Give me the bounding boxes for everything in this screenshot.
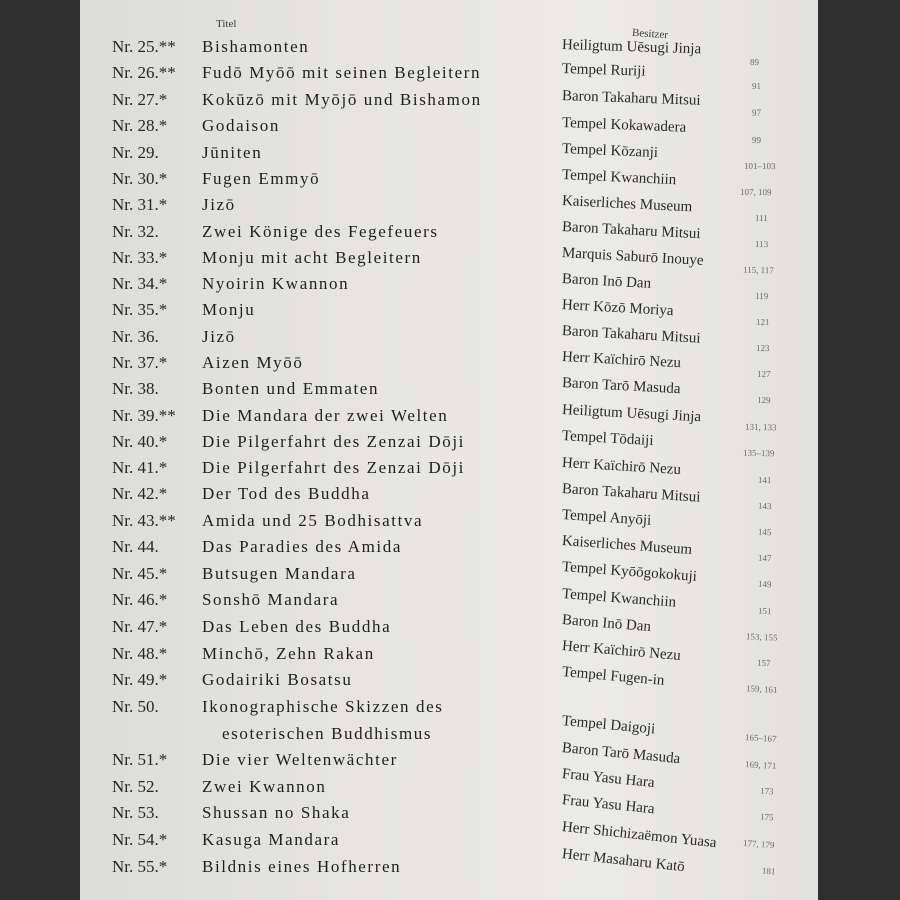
- list-item: [80, 90, 818, 116]
- page-reference: 141: [757, 474, 772, 486]
- list-item: [80, 664, 818, 696]
- page-reference: 119: [754, 290, 769, 302]
- plate-number: Nr. 49.*: [112, 670, 168, 689]
- plate-number: Nr. 31.*: [112, 195, 168, 214]
- plate-title: Minchō, Zehn Rakan: [202, 644, 375, 663]
- page-reference: 143: [757, 500, 772, 512]
- plate-number: Nr. 33.*: [112, 248, 168, 267]
- page-reference: 101–103: [743, 160, 776, 172]
- owner-name: Frau Yasu Hara: [561, 766, 656, 792]
- owner-name: Baron Tarō Masuda: [561, 375, 681, 398]
- owner-name: Baron Takaharu Mitsui: [561, 88, 701, 109]
- list-item: [80, 697, 818, 744]
- plate-title: Kasuga Mandara: [202, 830, 341, 849]
- list-item: [80, 792, 818, 829]
- plate-number: Nr. 30.*: [112, 169, 168, 188]
- list-item: [80, 193, 818, 224]
- list-item: [80, 167, 818, 198]
- plate-title: Bishamonten: [202, 37, 310, 56]
- page-reference: 113: [754, 238, 769, 250]
- plate-number: Nr. 50.: [112, 697, 159, 716]
- owner-name: Herr Kaïchirō Nezu: [561, 349, 682, 372]
- page-reference: 115, 117: [742, 264, 774, 276]
- page-reference: 127: [756, 368, 771, 380]
- page-reference: 97: [752, 108, 761, 118]
- list-item: [80, 819, 818, 856]
- plate-title: Der Tod des Buddha: [202, 484, 371, 503]
- list-item: [80, 507, 818, 538]
- owner-name: Tempel Kwanchiin: [561, 167, 677, 189]
- plate-title: Nyoirin Kwannon: [202, 274, 350, 293]
- plate-title: Monju: [202, 300, 256, 319]
- plate-number: Nr. 54.*: [112, 830, 168, 849]
- page-reference: 153, 155: [745, 631, 778, 643]
- plate-number: Nr. 32.: [112, 222, 159, 241]
- page-reference: 131, 133: [744, 421, 777, 433]
- plate-title: Amida und 25 Bodhisattva: [202, 511, 424, 530]
- owner-name: Baron Inō Dan: [561, 612, 652, 636]
- page-reference: 91: [751, 80, 762, 92]
- list-item: [80, 115, 818, 146]
- plate-number: Nr. 34.*: [112, 274, 168, 293]
- plate-number: Nr. 51.*: [112, 750, 168, 769]
- page-reference: 129: [756, 394, 771, 406]
- plate-number: Nr. 42.*: [112, 484, 168, 503]
- list-item: [80, 559, 818, 590]
- plate-title: Shussan no Shaka: [202, 803, 351, 822]
- list-item: [80, 846, 818, 883]
- owner-name: Tempel Kokawadera: [561, 115, 687, 136]
- page-reference: 181: [761, 865, 776, 877]
- column-header-titel: Titel: [216, 18, 237, 30]
- plate-title: Die Mandara der zwei Welten: [202, 406, 449, 425]
- plate-title: Das Paradies des Amida: [202, 537, 402, 556]
- list-item: [80, 245, 818, 276]
- plate-title: Die vier Weltenwächter: [202, 750, 398, 769]
- plate-number: Nr. 41.*: [112, 458, 168, 477]
- list-item: [80, 402, 818, 433]
- page-reference: 149: [757, 578, 772, 590]
- owner-name: Herr Kaïchirō Nezu: [561, 455, 682, 479]
- list-item: [80, 586, 818, 617]
- plate-number: Nr. 25.**: [112, 37, 176, 56]
- plate-title: Bonten und Emmaten: [202, 379, 380, 398]
- plate-number: Nr. 52.: [112, 777, 159, 796]
- plate-number: Nr. 37.*: [112, 353, 168, 372]
- owner-name: Baron Inō Dan: [561, 271, 652, 292]
- plate-number: Nr. 27.*: [112, 90, 168, 109]
- page-reference: 107, 109: [739, 186, 772, 198]
- list-item: [80, 271, 818, 302]
- owner-name: Tempel Daigoji: [561, 713, 656, 738]
- page-reference: 111: [754, 212, 768, 224]
- owner-name: Herr Shichizaëmon Yuasa: [561, 819, 718, 852]
- plate-number: Nr. 40.*: [112, 432, 168, 451]
- list-item: [80, 375, 818, 406]
- plate-title: Godairiki Bosatsu: [202, 670, 353, 689]
- plate-title: Das Leben des Buddha: [202, 617, 392, 636]
- page-reference: 169, 171: [744, 759, 777, 771]
- plate-title: Jizō: [202, 327, 236, 346]
- page-reference: 165–167: [744, 732, 777, 744]
- list-item: [80, 533, 818, 564]
- plate-number: Nr. 45.*: [112, 564, 168, 583]
- plate-number: Nr. 39.**: [112, 406, 176, 425]
- owner-name: Tempel Anyōji: [561, 507, 652, 529]
- plate-number: Nr. 55.*: [112, 857, 168, 876]
- page-reference: 151: [757, 605, 772, 617]
- owner-name: Baron Takaharu Mitsui: [561, 481, 701, 506]
- owner-name: Heiligtum Uēsugi Jinja: [561, 402, 702, 426]
- plate-number: Nr. 26.**: [112, 63, 176, 82]
- page-reference: 157: [756, 657, 771, 669]
- plate-number: Nr. 28.*: [112, 116, 168, 135]
- page-reference: 175: [759, 811, 774, 823]
- plate-number: Nr. 46.*: [112, 590, 168, 609]
- page-reference: 147: [757, 552, 772, 564]
- plate-title: Sonshō Mandara: [202, 590, 340, 609]
- plate-number: Nr. 53.: [112, 803, 159, 822]
- plate-number: Nr. 48.*: [112, 644, 168, 663]
- plate-number: Nr. 44.: [112, 537, 159, 556]
- list-item: [80, 455, 818, 486]
- owner-name: Baron Takaharu Mitsui: [561, 219, 701, 243]
- plate-title: Die Pilgerfahrt des Zenzai Dōji: [202, 458, 465, 477]
- owner-name: Tempel Ruriji: [561, 61, 646, 80]
- plate-title: Kokūzō mit Myōjō und Bishamon: [202, 90, 482, 109]
- owner-name: Herr Kaïchirō Nezu: [561, 638, 682, 664]
- page-reference: 135–139: [742, 447, 775, 459]
- owner-name: Tempel Kōzanji: [561, 141, 659, 162]
- owner-name: Baron Tarō Masuda: [561, 740, 681, 768]
- owner-name: Baron Takaharu Mitsui: [561, 323, 701, 347]
- plate-number: Nr. 29.: [112, 143, 159, 162]
- plate-number: Nr. 35.*: [112, 300, 168, 319]
- page-reference: 159, 161: [745, 683, 778, 695]
- plate-title: Butsugen Mandara: [202, 564, 357, 583]
- plate-title: Jūniten: [202, 143, 263, 162]
- owner-name: Frau Yasu Hara: [561, 792, 656, 818]
- plate-title: Godaison: [202, 116, 280, 135]
- list-item: [80, 638, 818, 670]
- owner-name: Herr Kōzō Moriya: [561, 297, 674, 320]
- plate-title: Zwei Kwannon: [202, 777, 327, 796]
- book-page: [80, 0, 818, 900]
- plate-title: Bildnis eines Hofherren: [202, 857, 402, 876]
- list-item: [80, 141, 818, 172]
- list-item: [80, 219, 818, 250]
- plate-number: Nr. 36.: [112, 327, 159, 346]
- owner-name: Marquis Saburō Inouye: [561, 245, 704, 269]
- owner-name: Heiligtum Uēsugi Jinja: [561, 37, 702, 58]
- list-item: [80, 481, 818, 512]
- owner-name: Herr Masaharu Katō: [561, 846, 686, 876]
- column-header-besitzer: Besitzer: [631, 26, 669, 42]
- plate-title: Ikonographische Skizzen des: [202, 697, 444, 716]
- plate-number: Nr. 38.: [112, 379, 159, 398]
- list-item: [80, 297, 818, 328]
- plate-title: Monju mit acht Begleitern: [202, 248, 422, 267]
- plate-title: Fugen Emmyō: [202, 169, 321, 188]
- plate-number: Nr. 43.**: [112, 511, 176, 530]
- plate-title: Jizō: [202, 195, 236, 214]
- plate-number: Nr. 47.*: [112, 617, 168, 636]
- owner-name: Kaiserliches Museum: [561, 193, 693, 216]
- plate-title: Fudō Myōō mit seinen Begleitern: [202, 63, 482, 82]
- list-item: [80, 766, 818, 803]
- list-item: [80, 323, 818, 354]
- list-item: [80, 37, 818, 68]
- owner-name: Kaiserliches Museum: [561, 533, 693, 559]
- owner-name: Tempel Kwanchiin: [561, 586, 677, 611]
- owner-name: Tempel Fugen-in: [561, 664, 666, 689]
- page-reference: 121: [755, 316, 770, 328]
- page-reference: 177, 179: [742, 837, 775, 851]
- page-reference: 145: [757, 526, 772, 538]
- plate-title: Aizen Myōō: [202, 353, 304, 372]
- plate-title: Zwei Könige des Fegefeuers: [202, 222, 439, 241]
- list-item: [80, 612, 818, 643]
- list-item: [80, 740, 818, 776]
- plate-title: Die Pilgerfahrt des Zenzai Dōji: [202, 432, 465, 451]
- list-item: [80, 428, 818, 459]
- owner-name: Tempel Kyōōgokokuji: [561, 559, 698, 585]
- plate-title-continuation: esoterischen Buddhismus: [222, 724, 433, 743]
- page-reference: 173: [759, 785, 774, 797]
- page-reference: 99: [751, 134, 762, 146]
- page-reference: 89: [749, 56, 760, 68]
- owner-name: Tempel Tōdaiji: [561, 428, 654, 450]
- list-item: [80, 349, 818, 380]
- page-reference: 123: [755, 342, 770, 354]
